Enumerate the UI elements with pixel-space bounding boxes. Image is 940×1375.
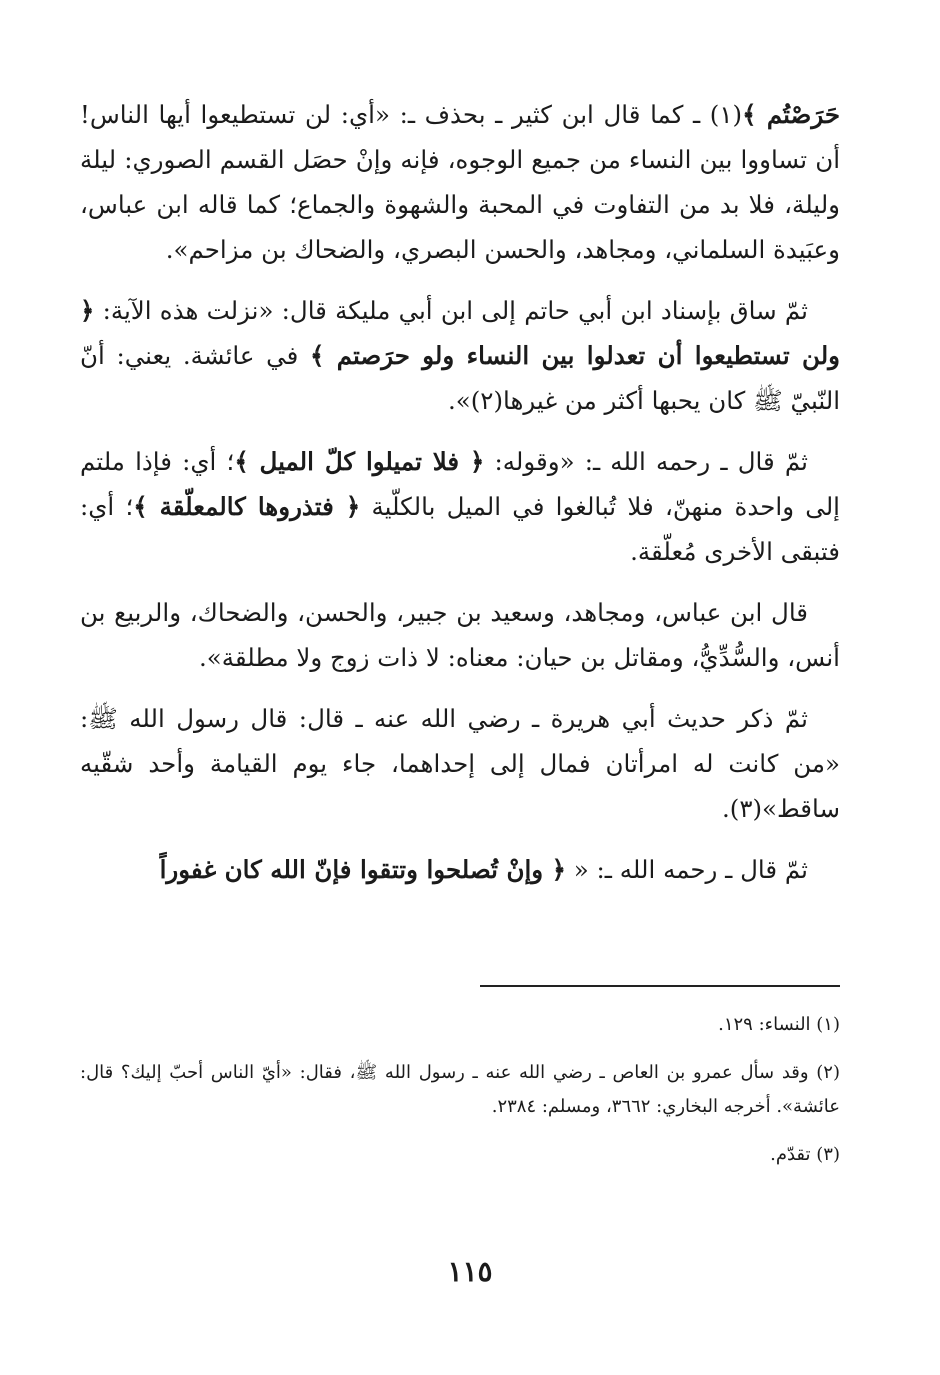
footnote-divider (480, 985, 840, 987)
text-segment: ثمّ قال ـ رحمه الله ـ: « (565, 855, 808, 884)
page-number: ١١٥ (447, 1255, 493, 1288)
quran-verse: ﴿ وإنْ تُصلحوا وتتقوا فإنّ الله كان غفوراً (159, 855, 566, 884)
text-segment: ؛ أي: فإذا ملتم إلى واحدة منهنّ، فلا تُبالغوا في الميل بالكلّية (80, 447, 840, 521)
paragraph-2 (80, 288, 840, 423)
text-segment: قال ابن عباس، ومجاهد، وسعيد بن جبير، والحسن، والضحاك، والربيع بن أنس، والسُّدِّيُّ، ومقاتل بن حيان: معناه: لا ذات زوج ولا مطلقة». (80, 598, 840, 672)
paragraph-4 (80, 590, 840, 680)
text-segment: ثمّ ساق بإسناد ابن أبي حاتم إلى ابن أبي مليكة قال: «نزلت هذه الآية: (94, 296, 808, 325)
paragraph-6 (80, 847, 840, 892)
text-segment: ؛ أي: فتبقى الأخرى مُعلّقة. (80, 492, 840, 566)
footnote-3: (٣) تقدّم. (770, 1144, 840, 1165)
quran-verse: ﴿ فلا تميلوا كلّ الميل ﴾ (234, 447, 485, 476)
quran-verse: ﴿ فتذروها كالمعلّقة ﴾ (133, 492, 361, 521)
text-segment: (١) ـ كما قال ابن كثير ـ بحذف ـ: «أي: لن تستطيعوا أيها الناس! أن تساووا بين النساء من جميع الوجوه، فإنه وإنْ حصَل القسم الصوري: ليلة وليلة، فلا بد من التفاوت في المحبة والشهوة والجماع؛ كما قاله ابن عباس، وعبَيدة السلماني، ومجاهد، والحسن البصري، والضحاك بن مزاحم». (80, 100, 840, 264)
text-segment: ثمّ قال ـ رحمه الله ـ: «وقوله: (484, 447, 808, 476)
footnote-1: (١) النساء: ١٢٩. (718, 1014, 840, 1035)
footnotes (80, 1008, 840, 1186)
paragraph-1 (80, 92, 840, 272)
text-segment: ثمّ ذكر حديث أبي هريرة ـ رضي الله عنه ـ قال: قال رسول الله ﷺ: «من كانت له امرأتان فمال إلى إحداهما، جاء يوم القيامة وأحد شقّيه ساقط»(٣). (80, 704, 840, 823)
quran-verse: حَرَصْتُم ﴾ (742, 100, 840, 129)
paragraph-3 (80, 439, 840, 574)
text-segment: في عائشة. يعني: أنّ النّبيّ ﷺ كان يحبها أكثر من غيرها(٢)». (80, 341, 840, 415)
main-text (80, 92, 840, 908)
quran-verse: ﴿ ولن تستطيعوا أن تعدلوا بين النساء ولو حرَصتم ﴾ (80, 296, 840, 370)
paragraph-5 (80, 696, 840, 831)
footnote-2: (٢) وقد سأل عمرو بن العاص ـ رضي الله عنه ـ رسول الله ﷺ، فقال: «أيّ الناس أحبّ إليك؟ قال: عائشة». أخرجه البخاري: ٣٦٦٢، ومسلم: ٢٣٨٤. (80, 1062, 840, 1117)
